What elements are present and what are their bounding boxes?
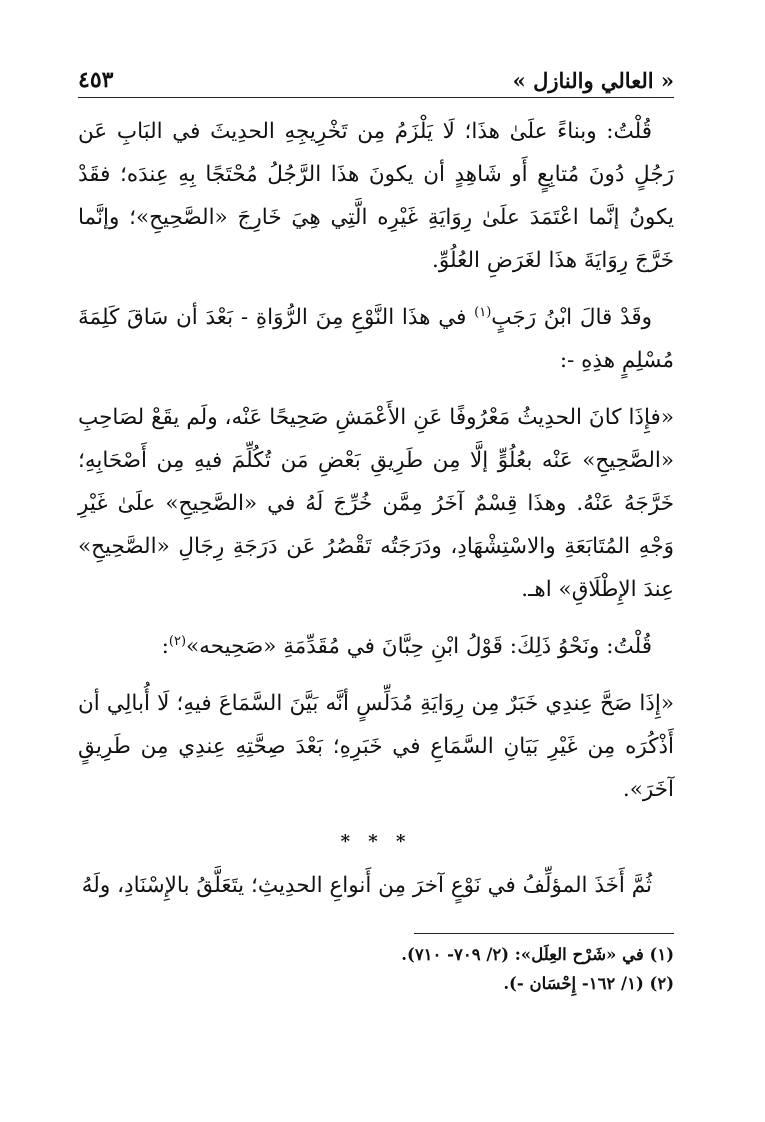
- quote-ibn-rajab: «فإِذَا كانَ الحدِيثُ مَعْرُوفًا عَنِ الأَعْمَشِ صَحِيحًا عَنْه، ولَم يقَعْ لصَاحِبِ «الصَّحِيحِ» عَنْه بعُلُوٍّ إلَّا مِن طَرِيقِ بَعْضِ مَن تُكُلِّمَ فيهِ مِن أَصْحَابِهِ؛ خَرَّجَهُ عَنْهُ. وهذَا قِسْمٌ آخَرُ مِمَّن خُرِّجَ لَهُ في «الصَّحِيحِ» علَىٰ غَيْرِ وَجْهِ المُتَابَعَةِ والاسْتِشْهَادِ، ودَرَجَتُه تَقْصُرُ عَن دَرَجَةِ رِجَالِ «الصَّحِيحِ» عِندَ الإِطْلَاقِ» اهـ.: [78, 405, 674, 602]
- paragraph-6: ثُمَّ أَخَذَ المؤلِّفُ في نَوْعٍ آخرَ مِن أَنواعِ الحدِيثِ؛ يتَعَلَّقُ بالإِسْنَادِ، ولَهُ: [81, 873, 652, 898]
- paragraph-2-tail: في هذَا النَّوْعِ مِنَ الرُّوَاةِ - بَعْدَ أن سَاقَ كَلِمَةَ مُسْلِمٍ هذِهِ -:: [78, 305, 674, 373]
- footnote-ref-1[interactable]: (١): [474, 304, 492, 320]
- paragraph-4-tail: :: [161, 634, 169, 659]
- book-page: [78, 55, 674, 998]
- page-number: ٤٥٣: [78, 67, 114, 93]
- footnotes: [78, 940, 674, 998]
- footnote-2: (٢) (١/ ١٦٢- إِحْسَان -).: [503, 974, 674, 993]
- footnote-rule: [414, 933, 674, 934]
- footnote-1: (١) في «شَرْح العِلَل»: (٢/ ٧٠٩- ٧١٠).: [401, 945, 674, 964]
- quote-ibn-hibban: «إِذَا صَحَّ عِندِي خَبَرٌ مِن رِوَايَةِ مُدَلِّسٍ أنَّه بَيَّنَ السَّمَاعَ فيهِ؛ لَا أُبالِي أن أَذْكُرَه مِن غَيْرِ بَيَانِ السَّمَاعِ في خَبَرِهِ؛ بَعْدَ صِحَّتِهِ عِندِي مِن طَرِيقٍ آخَرَ».: [78, 691, 674, 802]
- footnote-ref-2[interactable]: (٢): [168, 633, 187, 649]
- paragraph-2-head: وقَدْ قالَ ابْنُ رَجَبٍ: [491, 305, 652, 330]
- paragraph-4-head: قُلْتُ: ونَحْوُ ذَلِكَ: قَوْلُ ابْنِ حِبَّانَ في مُقَدِّمَةِ «صَحِيحه»: [186, 634, 652, 659]
- body-text: [78, 110, 674, 907]
- section-separator: * * *: [340, 831, 412, 852]
- paragraph-1: قُلْتُ: وبناءً علَىٰ هذَا؛ لَا يَلْزَمُ مِن تَخْرِيجِهِ الحدِيثَ في البَابِ عَن رَجُلٍ دُونَ مُتابِعٍ أَو شَاهِدٍ أن يكونَ هذَا الرَّجُلُ مُحْتَجًا بِهِ عِندَه؛ فقَدْ يكونُ إنَّما اعْتَمَدَ علَىٰ رِوَايَةِ غَيْرِه الَّتِي هِيَ خَارِجَ «الصَّحِيحِ»؛ وإنَّما خَرَّجَ رِوَايَةَ هذَا لغَرَضِ العُلُوِّ.: [78, 119, 674, 273]
- paragraph-4: [78, 625, 674, 668]
- running-title: « العالي والنازل »: [512, 68, 674, 93]
- paragraph-2: [78, 296, 674, 382]
- header-rule: [78, 97, 674, 98]
- page-header: [78, 55, 674, 93]
